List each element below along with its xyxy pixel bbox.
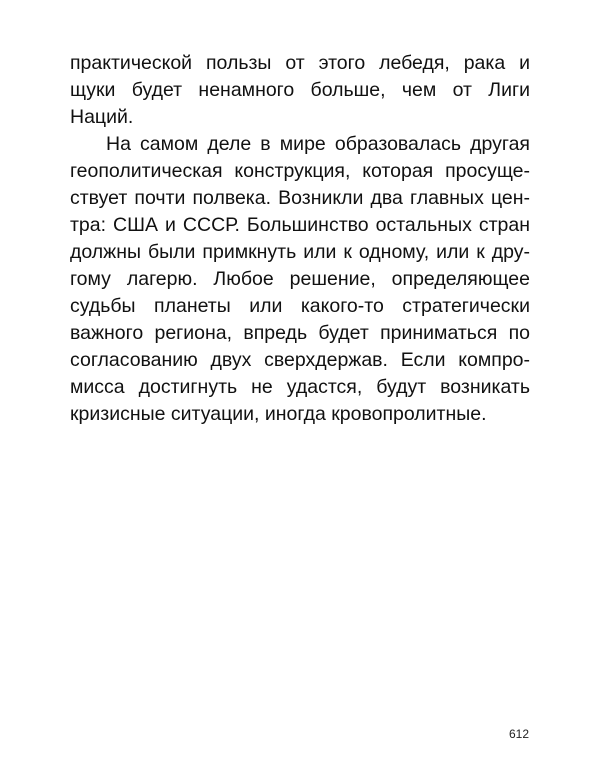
text-line: геополитическая конструкция, которая просуще- [70,160,530,182]
text-line: На самом деле в мире образовалась другая [106,133,530,155]
text-line: щуки будет ненамного больше, чем от Лиги [70,79,530,101]
body-text [70,50,530,428]
text-line: важного региона, впредь будет приниматься по [70,322,530,344]
page-number: 612 [508,727,529,741]
text-line: гому лагерю. Любое решение, определяющее [70,268,530,290]
text-line: практической пользы от этого лебедя, рака и [70,52,530,74]
text-line: судьбы планеты или какого-то стратегически [70,295,530,317]
text-line: Наций. [70,106,134,128]
text-line: согласованию двух сверхдержав. Если компро- [70,349,530,371]
text-line: ствует почти полвека. Возникли два главных цен- [70,187,530,209]
text-line: должны были примкнуть или к одному, или к дру- [70,241,530,263]
text-line: тра: США и СССР. Большинство остальных стран [70,214,530,236]
text-line: кризисные ситуации, иногда кровопролитные. [70,403,487,425]
text-line: мисса достигнуть не удастся, будут возникать [70,376,530,398]
